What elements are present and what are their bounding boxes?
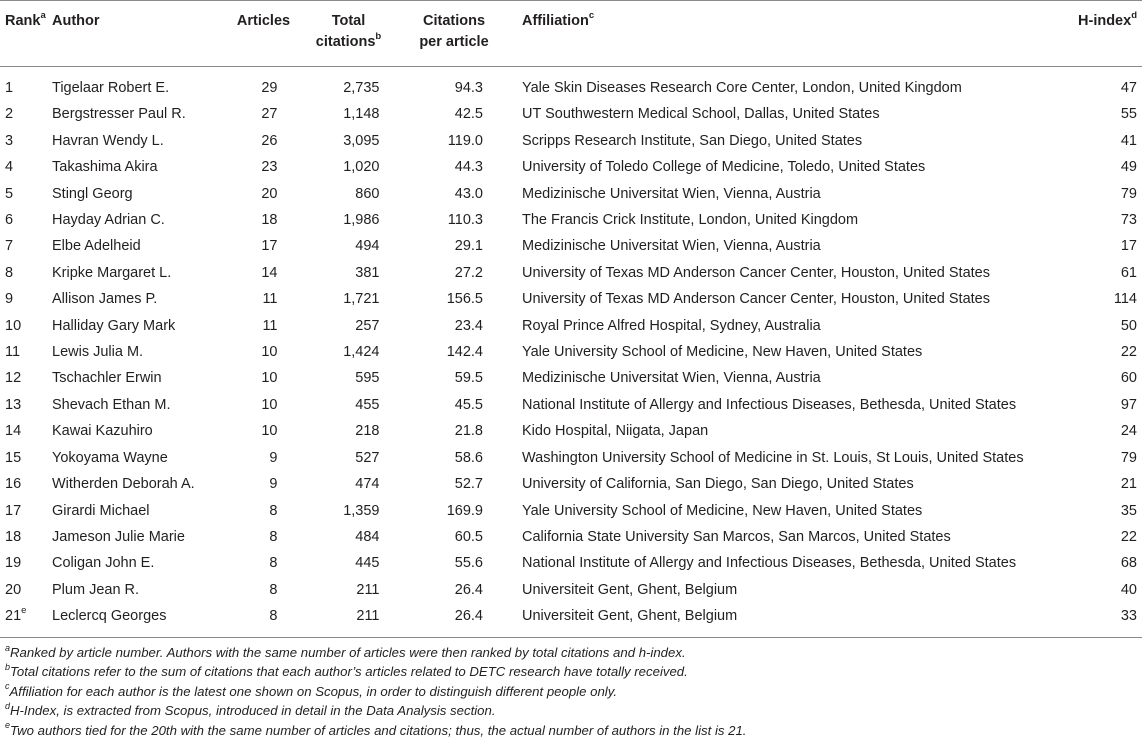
author-cell: Tschachler Erwin bbox=[52, 370, 162, 387]
table-row bbox=[0, 445, 1142, 471]
total-citations-cell: 3,095 bbox=[343, 132, 380, 149]
table-row bbox=[0, 418, 1142, 444]
affiliation-cell: Universiteit Gent, Ghent, Belgium bbox=[522, 581, 738, 598]
total-citations-cell: 860 bbox=[355, 185, 380, 202]
table-row bbox=[0, 471, 1142, 497]
citations-per-article-cell: 27.2 bbox=[454, 264, 483, 281]
citations-per-article-cell: 169.9 bbox=[446, 502, 483, 519]
affiliation-cell: University of California, San Diego, San Diego, United States bbox=[522, 476, 914, 493]
affiliation-cell: Yale University School of Medicine, New Haven, United States bbox=[522, 344, 923, 361]
affiliation-cell: Universiteit Gent, Ghent, Belgium bbox=[522, 608, 738, 625]
author-cell: Takashima Akira bbox=[52, 159, 158, 176]
author-cell: Coligan John E. bbox=[52, 555, 155, 572]
total-citations-cell: 595 bbox=[355, 370, 380, 387]
table-row bbox=[0, 498, 1142, 524]
affiliation-cell: Medizinische Universitat Wien, Vienna, Austria bbox=[522, 370, 821, 387]
author-cell: Girardi Michael bbox=[52, 502, 150, 519]
citations-per-article-cell: 59.5 bbox=[454, 370, 483, 387]
articles-cell: 8 bbox=[269, 502, 278, 519]
rank-cell: 7 bbox=[5, 238, 14, 255]
rank-cell: 18 bbox=[5, 528, 22, 545]
total-citations-cell: 445 bbox=[355, 555, 380, 572]
author-cell: Jameson Julie Marie bbox=[52, 528, 185, 545]
hindex-cell: 79 bbox=[1120, 185, 1137, 202]
articles-cell: 18 bbox=[261, 212, 278, 229]
total-citations-cell: 2,735 bbox=[343, 80, 380, 96]
citations-per-article-cell: 110.3 bbox=[447, 212, 483, 229]
citations-per-article-cell: 55.6 bbox=[454, 555, 483, 572]
articles-cell: 10 bbox=[261, 423, 278, 440]
hindex-cell: 61 bbox=[1120, 264, 1137, 281]
author-header: Author bbox=[52, 13, 100, 29]
rank-cell: 8 bbox=[5, 264, 14, 281]
author-cell: Leclercq Georges bbox=[52, 608, 167, 625]
total-citations-cell: 1,721 bbox=[343, 291, 380, 308]
articles-cell: 8 bbox=[269, 555, 278, 572]
citations-per-article-cell: 21.8 bbox=[454, 423, 483, 440]
affiliation-cell: UT Southwestern Medical School, Dallas, United States bbox=[522, 106, 880, 123]
table-row bbox=[0, 154, 1142, 180]
hindex-cell: 60 bbox=[1120, 370, 1137, 387]
table-row bbox=[0, 524, 1142, 550]
total-citations-cell: 211 bbox=[356, 608, 380, 625]
articles-cell: 10 bbox=[261, 370, 278, 387]
table-row bbox=[0, 233, 1142, 259]
table-row bbox=[0, 392, 1142, 418]
articles-cell: 11 bbox=[262, 317, 278, 334]
author-cell: Lewis Julia M. bbox=[52, 344, 144, 361]
author-cell: Hayday Adrian C. bbox=[52, 212, 165, 229]
hindex-cell: 33 bbox=[1120, 608, 1137, 625]
hindex-cell: 21 bbox=[1120, 476, 1137, 493]
table-row bbox=[0, 339, 1142, 365]
hindex-cell: 17 bbox=[1120, 238, 1137, 255]
rank-cell: 9 bbox=[5, 291, 14, 308]
table-row bbox=[0, 550, 1142, 576]
total-citations-cell: 1,359 bbox=[343, 502, 380, 519]
affiliation-cell: National Institute of Allergy and Infectious Diseases, Bethesda, United States bbox=[522, 555, 1017, 572]
rank-header: Rank$^a$ bbox=[5, 10, 46, 29]
hindex-cell: 40 bbox=[1120, 581, 1137, 598]
articles-header: Articles bbox=[236, 13, 291, 29]
articles-cell: 26 bbox=[261, 132, 278, 149]
affiliation-cell: National Institute of Allergy and Infectious Diseases, Bethesda, United States bbox=[522, 396, 1017, 413]
header-row bbox=[0, 0, 1142, 67]
citations-per-article-cell: 26.4 bbox=[454, 608, 483, 625]
articles-cell: 8 bbox=[269, 608, 278, 625]
affiliation-cell: Washington University School of Medicine in St. Louis, St Louis, United States bbox=[522, 449, 1024, 466]
total-citations-cell: 257 bbox=[355, 317, 380, 334]
citations-per-article-cell: 43.0 bbox=[454, 185, 483, 202]
hindex-cell: 114 bbox=[1113, 291, 1137, 308]
citations-per-article-cell: 23.4 bbox=[454, 317, 483, 334]
total-citations-cell: 494 bbox=[355, 238, 380, 255]
total-citations-cell: 1,148 bbox=[343, 106, 380, 123]
footnote: $^a$Ranked by article number. Authors with the same number of articles were then ranked by total citations and h-index. bbox=[5, 642, 686, 660]
hindex-cell: 41 bbox=[1120, 132, 1137, 149]
table-row bbox=[0, 603, 1142, 629]
table-row bbox=[0, 67, 1142, 101]
articles-cell: 10 bbox=[261, 344, 278, 361]
rank-cell: 16 bbox=[5, 476, 22, 493]
author-cell: Elbe Adelheid bbox=[52, 238, 141, 255]
footnotes bbox=[5, 643, 1135, 740]
articles-cell: 11 bbox=[262, 291, 278, 308]
table-row bbox=[0, 286, 1142, 312]
affiliation-header: Affiliation$^c$ bbox=[522, 10, 595, 29]
hindex-cell: 47 bbox=[1120, 80, 1137, 96]
articles-cell: 20 bbox=[261, 185, 278, 202]
rank-cell: 6 bbox=[5, 212, 14, 229]
rank-cell: 11 bbox=[5, 344, 21, 361]
footnote: $^b$Total citations refer to the sum of citations that each author’s articles related to DETC research have totally received. bbox=[5, 662, 688, 680]
rank-cell: 4 bbox=[5, 159, 14, 176]
rank-cell: 21e bbox=[5, 605, 27, 625]
author-cell: Halliday Gary Mark bbox=[52, 317, 176, 334]
rank-cell: 3 bbox=[5, 132, 14, 149]
total-citations-cell: 211 bbox=[356, 581, 380, 598]
author-cell: Kripke Margaret L. bbox=[52, 264, 172, 281]
total-citations-header: Total citations$^b$ bbox=[315, 13, 382, 50]
articles-cell: 8 bbox=[269, 528, 278, 545]
articles-cell: 27 bbox=[261, 106, 278, 123]
rank-cell: 20 bbox=[5, 581, 22, 598]
affiliation-cell: Medizinische Universitat Wien, Vienna, Austria bbox=[522, 185, 821, 202]
author-cell: Kawai Kazuhiro bbox=[52, 423, 153, 440]
hindex-cell: 79 bbox=[1120, 449, 1137, 466]
total-citations-cell: 1,986 bbox=[343, 212, 380, 229]
total-citations-cell: 484 bbox=[355, 528, 380, 545]
hindex-header: H-index$^d$ bbox=[1078, 10, 1137, 29]
citations-per-article-cell: 44.3 bbox=[454, 159, 483, 176]
hindex-cell: 22 bbox=[1120, 528, 1137, 545]
footnote: $^e$Two authors tied for the 20th with the same number of articles and citations; thus, the actual number of authors in the list is 21. bbox=[5, 720, 747, 738]
affiliation-cell: Kido Hospital, Niigata, Japan bbox=[522, 423, 709, 440]
author-cell: Stingl Georg bbox=[52, 185, 133, 202]
total-citations-cell: 474 bbox=[355, 476, 380, 493]
affiliation-cell: University of Texas MD Anderson Cancer Center, Houston, United States bbox=[522, 291, 990, 308]
table-row bbox=[0, 207, 1142, 233]
articles-cell: 8 bbox=[269, 581, 278, 598]
rank-cell: 19 bbox=[5, 555, 22, 572]
total-citations-cell: 218 bbox=[355, 423, 380, 440]
citations-per-article-cell: 29.1 bbox=[454, 238, 483, 255]
affiliation-cell: California State University San Marcos, San Marcos, United States bbox=[522, 528, 951, 545]
hindex-cell: 55 bbox=[1120, 106, 1137, 123]
citations-per-article-cell: 94.3 bbox=[454, 80, 483, 96]
affiliation-cell: University of Toledo College of Medicine, Toledo, United States bbox=[522, 159, 926, 176]
hindex-cell: 22 bbox=[1120, 344, 1137, 361]
author-cell: Witherden Deborah A. bbox=[52, 476, 195, 493]
rank-cell: 17 bbox=[5, 502, 22, 519]
table-row bbox=[0, 577, 1142, 603]
author-cell: Yokoyama Wayne bbox=[52, 449, 168, 466]
author-cell: Shevach Ethan M. bbox=[52, 396, 171, 413]
rank-cell: 2 bbox=[5, 106, 14, 123]
articles-cell: 9 bbox=[269, 476, 278, 493]
articles-cell: 10 bbox=[261, 396, 278, 413]
author-cell: Allison James P. bbox=[52, 291, 158, 308]
table-row bbox=[0, 101, 1142, 127]
table-row bbox=[0, 181, 1142, 207]
footnote: $^d$H-Index, is extracted from Scopus, introduced in detail in the Data Analysis section. bbox=[5, 700, 496, 719]
hindex-cell: 49 bbox=[1120, 159, 1137, 176]
articles-cell: 23 bbox=[261, 159, 278, 176]
table-row bbox=[0, 313, 1142, 339]
bottom-rule bbox=[0, 637, 1142, 638]
total-citations-cell: 527 bbox=[355, 449, 380, 466]
total-citations-cell: 1,424 bbox=[343, 344, 380, 361]
articles-cell: 29 bbox=[261, 80, 278, 96]
rank-cell: 14 bbox=[5, 423, 22, 440]
rank-cell: 5 bbox=[5, 185, 14, 202]
author-cell: Tigelaar Robert E. bbox=[52, 80, 170, 96]
hindex-cell: 35 bbox=[1120, 502, 1137, 519]
citations-per-article-cell: 26.4 bbox=[454, 581, 483, 598]
author-cell: Plum Jean R. bbox=[52, 581, 140, 598]
table-row bbox=[0, 365, 1142, 391]
affiliation-cell: The Francis Crick Institute, London, United Kingdom bbox=[522, 212, 859, 229]
citations-per-article-cell: 119.0 bbox=[447, 132, 483, 149]
footnote: $^c$Affiliation for each author is the latest one shown on Scopus, in order to distinguish different people only. bbox=[5, 681, 617, 699]
rank-cell: 1 bbox=[5, 80, 14, 96]
total-citations-cell: 455 bbox=[355, 396, 380, 413]
citations-per-article-cell: 42.5 bbox=[454, 106, 483, 123]
hindex-cell: 68 bbox=[1120, 555, 1137, 572]
citations-per-article-cell: 156.5 bbox=[446, 291, 483, 308]
citations-per-article-cell: 58.6 bbox=[454, 449, 483, 466]
affiliation-cell: Royal Prince Alfred Hospital, Sydney, Australia bbox=[522, 317, 821, 334]
affiliation-cell: Yale Skin Diseases Research Core Center, London, United Kingdom bbox=[522, 80, 962, 96]
affiliation-cell: Scripps Research Institute, San Diego, United States bbox=[522, 132, 863, 149]
hindex-cell: 24 bbox=[1120, 423, 1137, 440]
author-cell: Bergstresser Paul R. bbox=[52, 106, 186, 123]
rank-cell: 10 bbox=[5, 317, 22, 334]
hindex-cell: 73 bbox=[1120, 212, 1137, 229]
articles-cell: 17 bbox=[261, 238, 278, 255]
hindex-cell: 97 bbox=[1120, 396, 1137, 413]
table-body bbox=[0, 67, 1142, 630]
citations-per-article-cell: 45.5 bbox=[454, 396, 483, 413]
hindex-cell: 50 bbox=[1120, 317, 1137, 334]
affiliation-cell: Medizinische Universitat Wien, Vienna, Austria bbox=[522, 238, 821, 255]
citations-per-article-cell: 142.4 bbox=[446, 344, 483, 361]
citations-per-article-cell: 60.5 bbox=[454, 528, 483, 545]
articles-cell: 9 bbox=[269, 449, 278, 466]
affiliation-cell: University of Texas MD Anderson Cancer Center, Houston, United States bbox=[522, 264, 990, 281]
rank-cell: 12 bbox=[5, 370, 22, 387]
citations-per-article-header: Citations per article bbox=[419, 13, 489, 50]
author-cell: Havran Wendy L. bbox=[52, 132, 164, 149]
table-row bbox=[0, 260, 1142, 286]
articles-cell: 14 bbox=[261, 264, 278, 281]
total-citations-cell: 1,020 bbox=[343, 159, 380, 176]
rank-cell: 15 bbox=[5, 449, 22, 466]
rank-cell: 13 bbox=[5, 396, 22, 413]
total-citations-cell: 381 bbox=[355, 264, 380, 281]
affiliation-cell: Yale University School of Medicine, New Haven, United States bbox=[522, 502, 923, 519]
table-row bbox=[0, 128, 1142, 154]
citations-per-article-cell: 52.7 bbox=[454, 476, 483, 493]
